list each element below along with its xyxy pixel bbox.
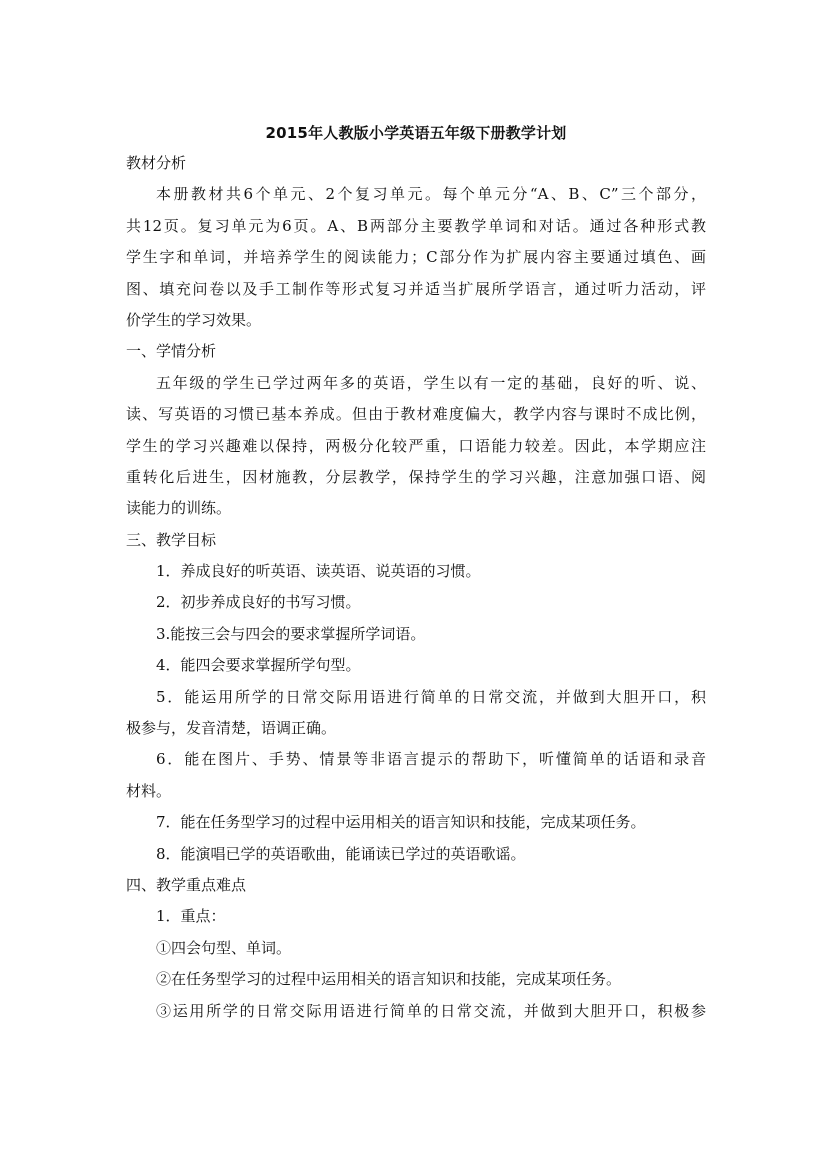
text-line: 8．能演唱已学的英语歌曲，能诵读已学过的英语歌谣。 — [156, 844, 526, 863]
text-line: ②在任务型学习的过程中运用相关的语言知识和技能，完成某项任务。 — [156, 970, 622, 989]
text-line: 三、教学目标 — [126, 530, 217, 549]
text-line: ①四会句型、单词。 — [156, 938, 292, 957]
text-line: 学生字和单词，并培养学生的阅读能力；C部分作为扩展内容主要通过填色、画 — [126, 248, 706, 267]
text-line: ③运用所学的日常交际用语进行简单的日常交流，并做到大胆开口，积极参 — [156, 1001, 706, 1020]
text-line: 极参与，发音清楚，语调正确。 — [126, 719, 337, 738]
text-line: 3.能按三会与四会的要求掌握所学词语。 — [156, 624, 426, 643]
document-body — [126, 148, 706, 1027]
document-page — [126, 118, 706, 1027]
text-line: 6．能在图片、手势、情景等非语言提示的帮助下，听懂简单的话语和录音 — [156, 750, 706, 769]
text-line: 重转化后进生，因材施教，分层教学，保持学生的学习兴趣，注意加强口语、阅 — [126, 467, 706, 486]
text-line: 四、教学重点难点 — [126, 875, 247, 894]
text-line: 1．重点： — [156, 907, 226, 926]
text-line: 4．能四会要求掌握所学句型。 — [156, 656, 361, 675]
text-line: 图、填充问卷以及手工制作等形式复习并适当扩展所学语言，通过听力活动，评 — [126, 279, 706, 298]
text-line: 读、写英语的习惯已基本养成。但由于教材难度偏大，教学内容与课时不成比例， — [126, 405, 706, 424]
text-line: 2．初步养成良好的书写习惯。 — [156, 593, 361, 612]
text-line: 1．养成良好的听英语、读英语、说英语的习惯。 — [156, 562, 481, 581]
document-title: 2015年人教版小学英语五年级下册教学计划 — [265, 124, 567, 142]
text-line: 一、学情分析 — [126, 342, 217, 361]
text-line: 共12页。复习单元为6页。A、B两部分主要教学单词和对话。通过各种形式教 — [126, 216, 706, 235]
text-line: 材料。 — [126, 781, 172, 800]
text-line: 学生的学习兴趣难以保持，两极分化较严重，口语能力较差。因此，本学期应注 — [126, 436, 706, 455]
text-line: 5．能运用所学的日常交际用语进行简单的日常交流，并做到大胆开口，积 — [156, 687, 706, 706]
text-line: 价学生的学习效果。 — [126, 310, 262, 329]
text-line: 本册教材共6个单元、2个复习单元。每个单元分“A、B、C”三个部分， — [156, 185, 706, 204]
text-line: 7．能在任务型学习的过程中运用相关的语言知识和技能，完成某项任务。 — [156, 813, 646, 832]
text-line: 教材分析 — [126, 154, 187, 172]
text-line: 读能力的训练。 — [126, 499, 232, 518]
text-line: 五年级的学生已学过两年多的英语，学生以有一定的基础，良好的听、说、 — [156, 373, 706, 392]
